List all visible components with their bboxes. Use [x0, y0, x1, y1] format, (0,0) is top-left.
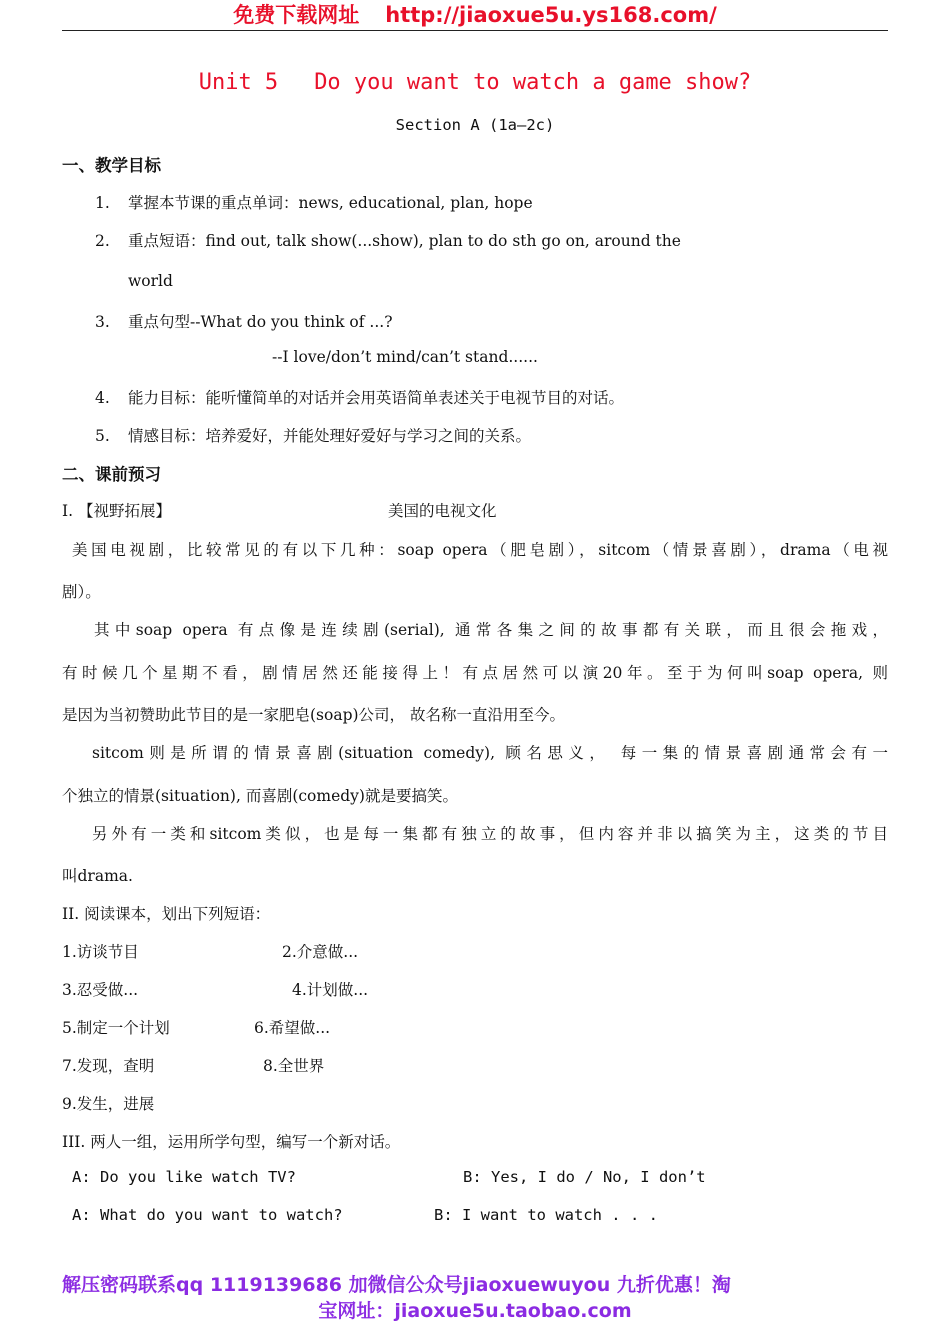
paragraph-line: 其中soap opera 有点像是连续剧(serial), 通常各集之间的故事都有关联，而且很会拖戏，: [94, 621, 888, 639]
goal-item-continued: --I love/don’t mind/can’t stand......: [272, 348, 538, 366]
title-text: Do you want to watch a game show?: [314, 70, 752, 95]
part1-label: I. 【视野拓展】: [62, 502, 171, 520]
part2-label: II. 阅读课本，划出下列短语：: [62, 905, 271, 923]
phrase-item: 9.发生，进展: [62, 1095, 155, 1113]
dialog-line-a: A: What do you want to watch?: [72, 1206, 343, 1224]
part3-label: III. 两人一组，运用所学句型，编写一个新对话。: [62, 1133, 401, 1151]
footer-line1: 解压密码联系qq 1119139686 加微信公众号jiaoxuewuyou 九折优惠！淘: [62, 1274, 731, 1296]
phrase-item: 7.发现，查明: [62, 1057, 155, 1075]
goal-item: 4. 能力目标：能听懂简单的对话并会用英语简单表述关于电视节目的对话。: [95, 389, 625, 407]
paragraph-line: 个独立的情景(situation), 而喜剧(comedy)就是要搞笑。: [62, 787, 458, 805]
goal-item: 3. 重点句型--What do you think of ...?: [95, 313, 393, 331]
dialog-line-a: A: Do you like watch TV?: [72, 1168, 296, 1186]
unit-label: Unit 5: [198, 70, 279, 95]
paragraph-line: 美国电视剧，比较常见的有以下几种：soap opera（肥皂剧），sitcom（情景喜剧），drama（电视: [72, 541, 888, 559]
paragraph-line: 剧）。: [62, 583, 101, 601]
paragraph-line: 是因为当初赞助此节目的是一家肥皂(soap)公司， 故名称一直沿用至今。: [62, 706, 565, 724]
paragraph-line: sitcom则是所谓的情景喜剧(situation comedy), 顾名思义， 每一集的情景喜剧通常会有一: [92, 744, 888, 762]
phrase-item: 8.全世界: [263, 1057, 325, 1075]
section1-heading: 一、教学目标: [62, 156, 161, 175]
paragraph-line: 叫drama.: [62, 867, 133, 885]
part1-topic: 美国的电视文化: [388, 502, 497, 520]
section-subtitle: Section A (1a—2c): [395, 116, 555, 134]
dialog-line-b: B: I want to watch . . .: [434, 1206, 658, 1224]
phrase-item: 1.访谈节目: [62, 943, 139, 961]
phrase-item: 6.希望做...: [254, 1019, 331, 1037]
paragraph-line: 有时候几个星期不看，剧情居然还能接得上！有点居然可以演20年。至于为何叫soap opera, 则: [62, 664, 888, 682]
goal-item-continued: world: [128, 272, 173, 290]
site-url[interactable]: http://jiaoxue5u.ys168.com/: [385, 3, 717, 27]
section2-heading: 二、课前预习: [62, 465, 161, 484]
site-label: 免费下载网址: [233, 3, 360, 27]
goal-item: 5. 情感目标：培养爱好，并能处理好爱好与学习之间的关系。: [95, 427, 532, 445]
phrase-item: 3.忍受做...: [62, 981, 139, 999]
goal-item: 1. 掌握本节课的重点单词：news, educational, plan, hope: [95, 194, 533, 212]
phrase-item: 2.介意做...: [282, 943, 359, 961]
goal-item: 2. 重点短语：find out, talk show(...show), plan to do sth go on, around the: [95, 232, 681, 250]
footer-line2[interactable]: 宝网址：jiaoxue5u.taobao.com: [318, 1300, 632, 1322]
page-header: [62, 0, 888, 31]
page-title: [0, 70, 950, 95]
dialog-line-b: B: Yes, I do / No, I don’t: [463, 1168, 706, 1186]
paragraph-line: 另外有一类和sitcom类似，也是每一集都有独立的故事，但内容并非以搞笑为主，这类的节目: [92, 825, 888, 843]
phrase-item: 4.计划做...: [292, 981, 369, 999]
phrase-item: 5.制定一个计划: [62, 1019, 170, 1037]
